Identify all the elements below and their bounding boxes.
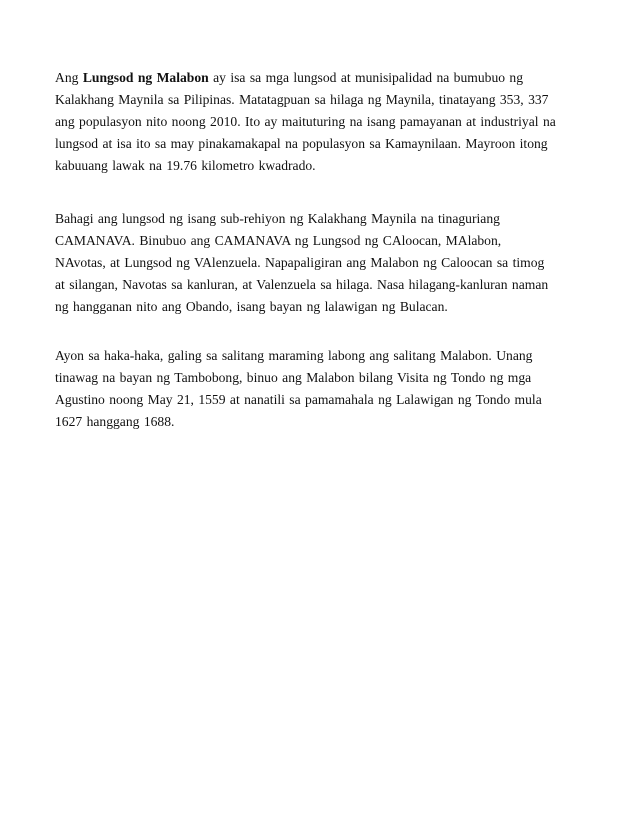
paragraph-line: kabuuang lawak na 19.76 kilometro kwadrado. (55, 158, 316, 173)
bold-title-text: Lungsod ng Malabon (82, 70, 209, 85)
paragraph-line: Kalakhang Maynila sa Pilipinas. Matatagpuan sa hilaga ng Maynila, tinatayang 353, 337 (55, 92, 549, 107)
paragraph-line: Ayon sa haka-haka, galing sa salitang maraming labong ang salitang Malabon. Unang (55, 348, 533, 363)
paragraph-2 (55, 208, 590, 318)
line-text: ay isa sa mga lungsod at munisipalidad na bumubuo ng (208, 70, 524, 85)
paragraph-line: at silangan, Navotas sa kanluran, at Valenzuela sa hilaga. Nasa hilagang-kanluran naman (55, 277, 549, 292)
paragraph-3 (55, 345, 590, 433)
paragraph-line: tinawag na bayan ng Tambobong, binuo ang Malabon bilang Visita ng Tondo ng mga (55, 370, 532, 385)
paragraph-line: Bahagi ang lungsod ng isang sub-rehiyon ng Kalakhang Maynila na tinaguriang (55, 211, 500, 226)
line-text: Ang (55, 70, 83, 85)
paragraph-line: ang populasyon nito noong 2010. Ito ay maituturing na isang pamayanan at industriyal na (55, 114, 556, 129)
paragraph-line: CAMANAVA. Binubuo ang CAMANAVA ng Lungsod ng CAloocan, MAlabon, (55, 233, 502, 248)
paragraph-line: ng hangganan nito ang Obando, isang bayan ng lalawigan ng Bulacan. (55, 299, 448, 314)
paragraph-line (55, 67, 590, 89)
paragraph-line: NAvotas, at Lungsod ng VAlenzuela. Napapaligiran ang Malabon ng Caloocan sa timog (55, 255, 545, 270)
paragraph-line: lungsod at isa ito sa may pinakamakapal na populasyon sa Kamaynilaan. Mayroon itong (55, 136, 548, 151)
paragraph-1 (55, 67, 590, 177)
paragraph-line: Agustino noong May 21, 1559 at nanatili sa pamamahala ng Lalawigan ng Tondo mula (55, 392, 542, 407)
paragraph-line: 1627 hanggang 1688. (55, 414, 175, 429)
